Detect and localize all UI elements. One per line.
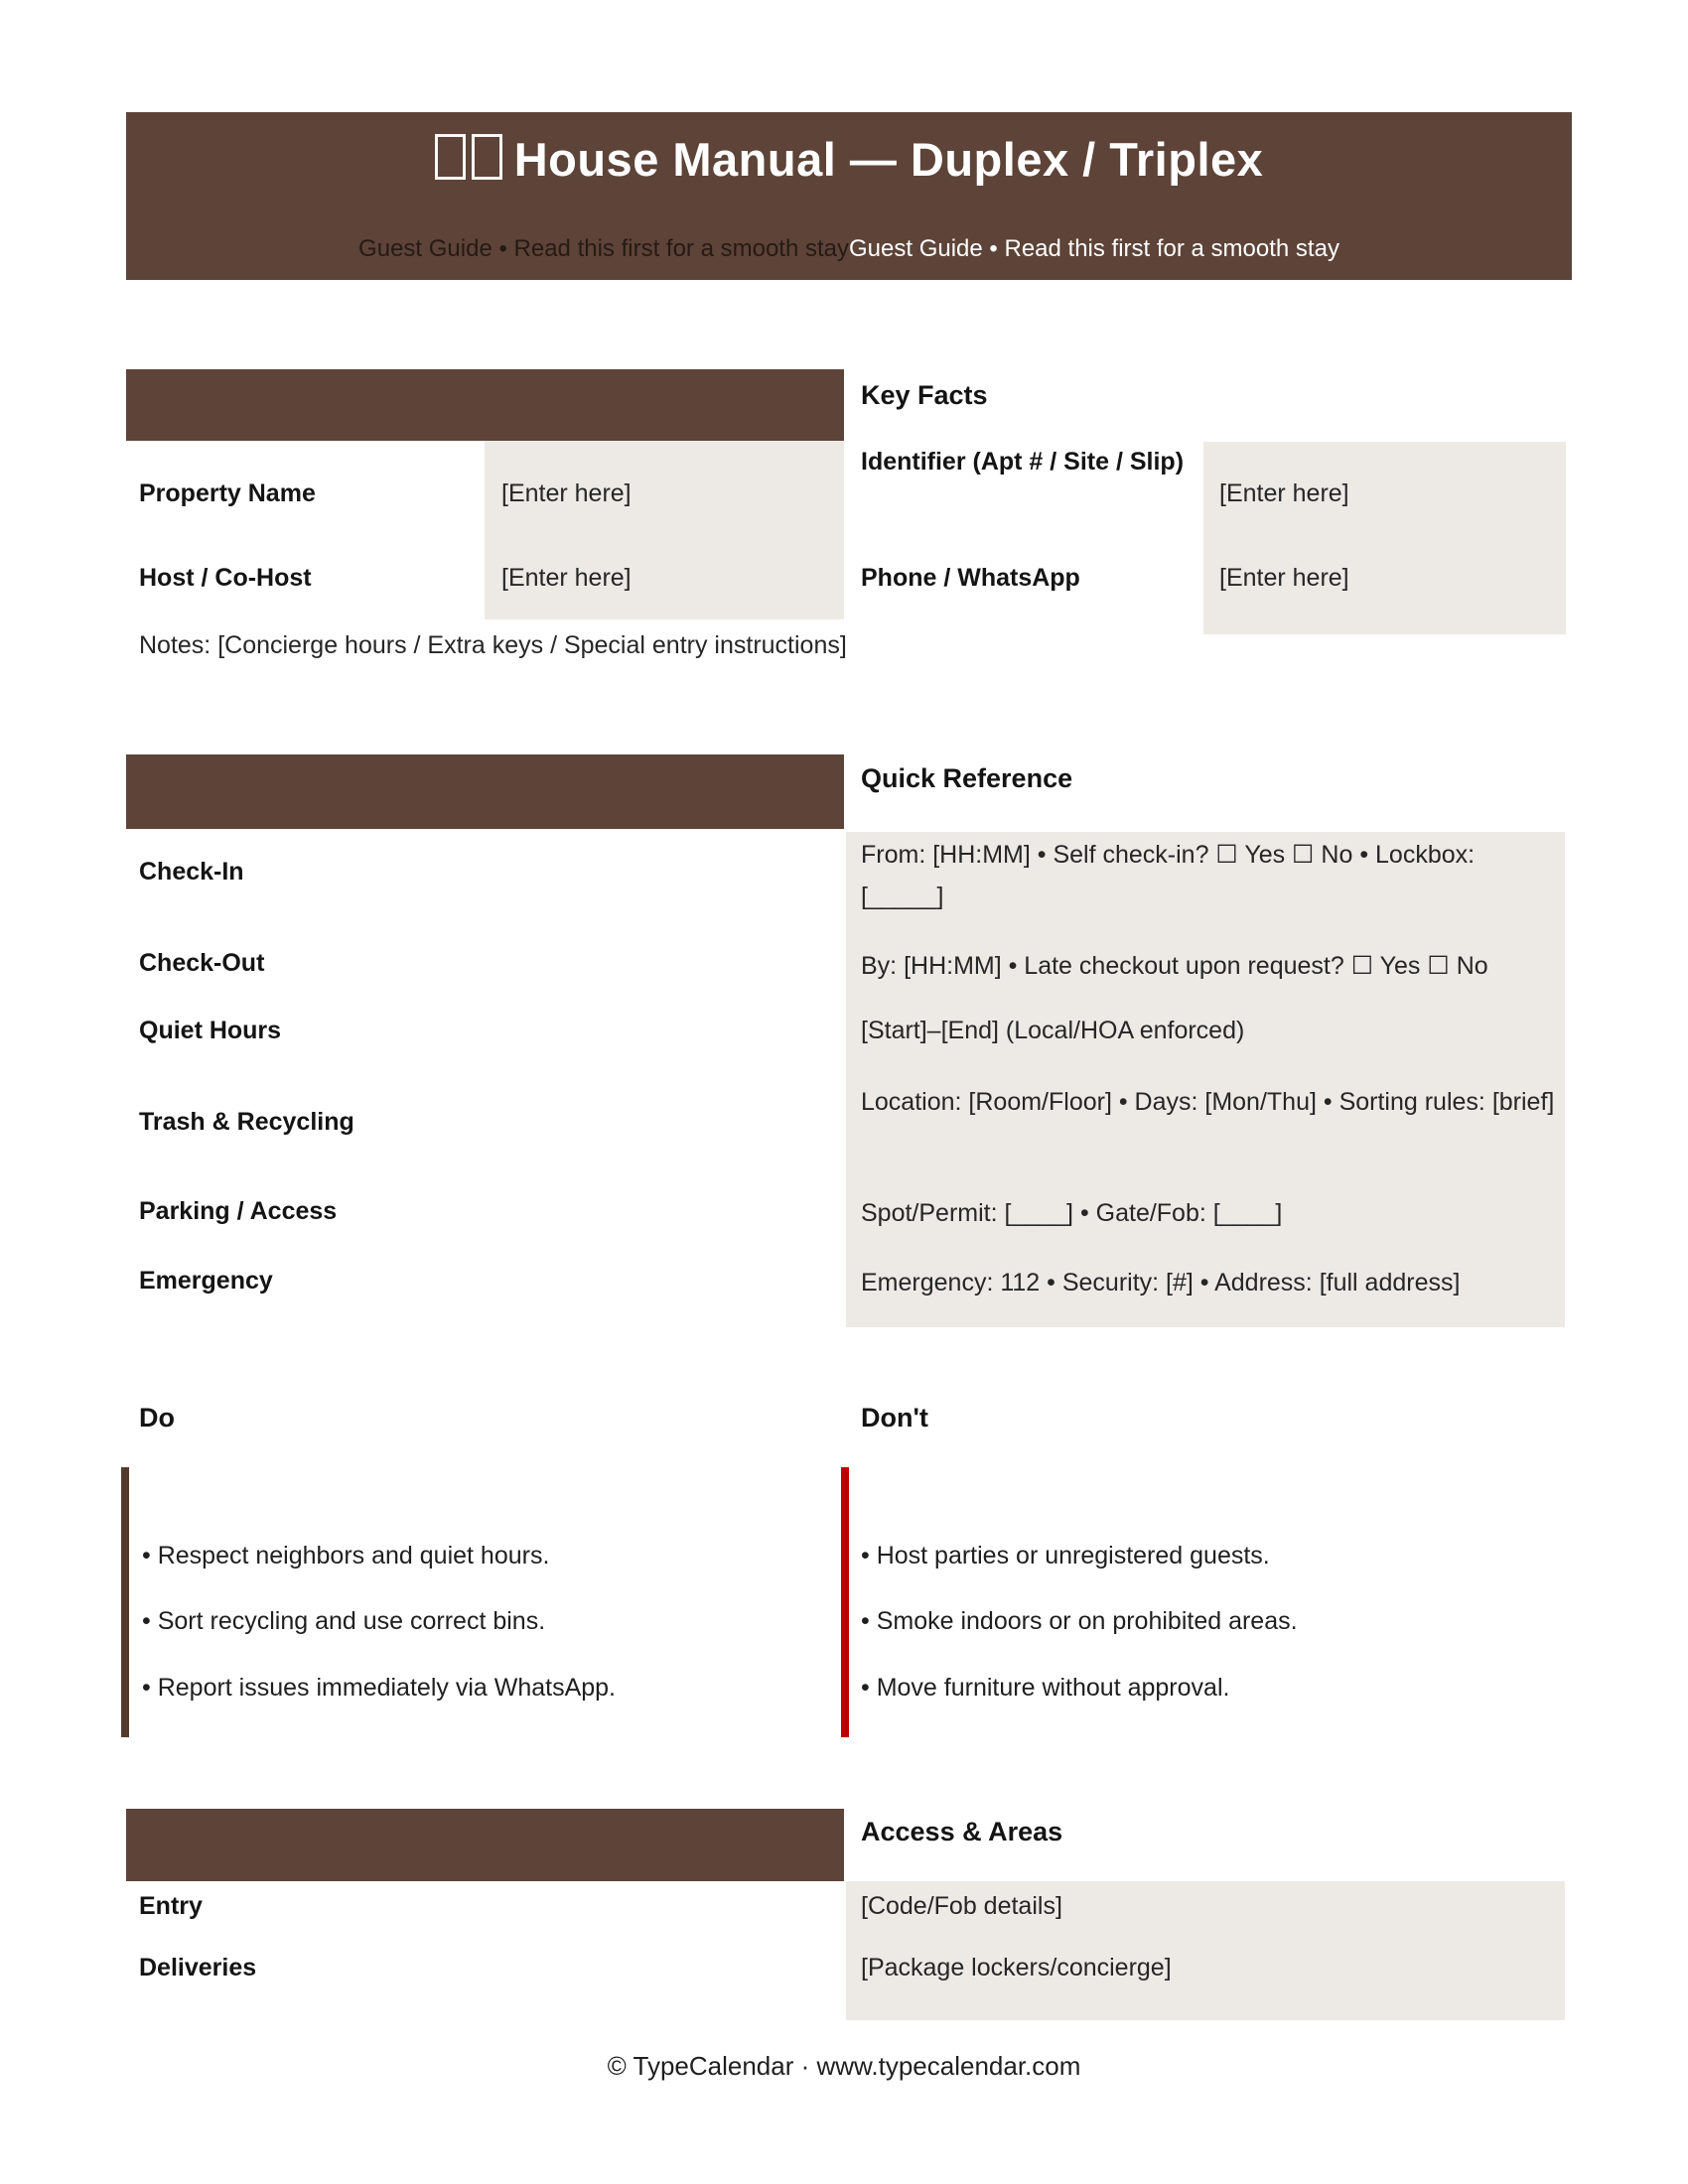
emergency-value: Emergency: 112 • Security: [#] • Address: [full address]: [861, 1269, 1461, 1297]
deliveries-label: Deliveries: [139, 1954, 257, 1981]
check-out-value: By: [HH:MM] • Late checkout upon request? ☐ Yes ☐ No: [861, 952, 1488, 980]
property-name-label: Property Name: [139, 479, 316, 507]
do-heading: Do: [139, 1403, 175, 1433]
page-title: [126, 132, 1572, 187]
phone-whatsapp-label: Phone / WhatsApp: [861, 564, 1080, 592]
key-facts-notes: Notes: [Concierge hours / Extra keys / Special entry instructions]: [139, 631, 847, 659]
dont-heading: Don't: [861, 1403, 928, 1433]
trash-recycling-label: Trash & Recycling: [139, 1108, 354, 1136]
key-facts-heading: Key Facts: [861, 380, 988, 410]
trash-recycling-value: Location: [Room/Floor] • Days: [Mon/Thu] • Sorting rules: [brief]: [861, 1088, 1555, 1116]
emergency-label: Emergency: [139, 1267, 273, 1295]
parking-access-value: Spot/Permit: [____] • Gate/Fob: [____]: [861, 1199, 1283, 1227]
do-list-item: • Report issues immediately via WhatsApp.: [142, 1668, 616, 1707]
dont-quote-bar: [841, 1467, 849, 1737]
quick-reference-heading: Quick Reference: [861, 763, 1073, 793]
check-out-label: Check-Out: [139, 949, 265, 977]
dont-list-item: • Host parties or unregistered guests.: [861, 1536, 1270, 1575]
dont-list-item: • Smoke indoors or on prohibited areas.: [861, 1601, 1298, 1641]
check-in-value: From: [HH:MM] • Self check-in? ☐ Yes ☐ No • Lockbox: [_____]: [861, 841, 1476, 910]
do-list-item: • Sort recycling and use correct bins.: [142, 1601, 545, 1641]
quick-reference-accent-block: [126, 754, 844, 829]
host-cohost-label: Host / Co-Host: [139, 564, 312, 592]
identifier-field[interactable]: [Enter here]: [1219, 479, 1349, 507]
deliveries-value: [Package lockers/concierge]: [861, 1954, 1172, 1981]
quiet-hours-value: [Start]–[End] (Local/HOA enforced): [861, 1017, 1245, 1044]
quiet-hours-label: Quiet Hours: [139, 1017, 282, 1044]
footer-credit: © TypeCalendar · www.typecalendar.com: [607, 2051, 1081, 2081]
entry-label: Entry: [139, 1892, 203, 1920]
missing-glyph-icon: [472, 134, 502, 180]
parking-access-label: Parking / Access: [139, 1197, 338, 1225]
subtitle-dark-copy: Guest Guide • Read this first for a smooth stay: [358, 235, 849, 262]
do-list-item: • Respect neighbors and quiet hours.: [142, 1536, 549, 1575]
dont-list-item: • Move furniture without approval.: [861, 1668, 1229, 1707]
header-banner: [126, 112, 1572, 280]
identifier-label: Identifier (Apt # / Site / Slip): [861, 448, 1185, 476]
property-name-field[interactable]: [Enter here]: [501, 479, 632, 507]
access-areas-heading: Access & Areas: [861, 1817, 1063, 1846]
subtitle-light-copy: Guest Guide • Read this first for a smooth stay: [849, 235, 1339, 262]
access-areas-accent-block: [126, 1809, 844, 1881]
header-subtitle: [126, 235, 1572, 263]
key-facts-right-value-cell: [1203, 442, 1566, 634]
key-facts-accent-block: [126, 369, 844, 441]
page-title-text: House Manual — Duplex / Triplex: [513, 133, 1264, 186]
entry-value: [Code/Fob details]: [861, 1892, 1062, 1920]
missing-glyph-icon: [435, 134, 466, 180]
phone-whatsapp-field[interactable]: [Enter here]: [1219, 564, 1349, 592]
do-quote-bar: [121, 1467, 129, 1737]
check-in-label: Check-In: [139, 858, 244, 886]
host-cohost-field[interactable]: [Enter here]: [501, 564, 632, 592]
